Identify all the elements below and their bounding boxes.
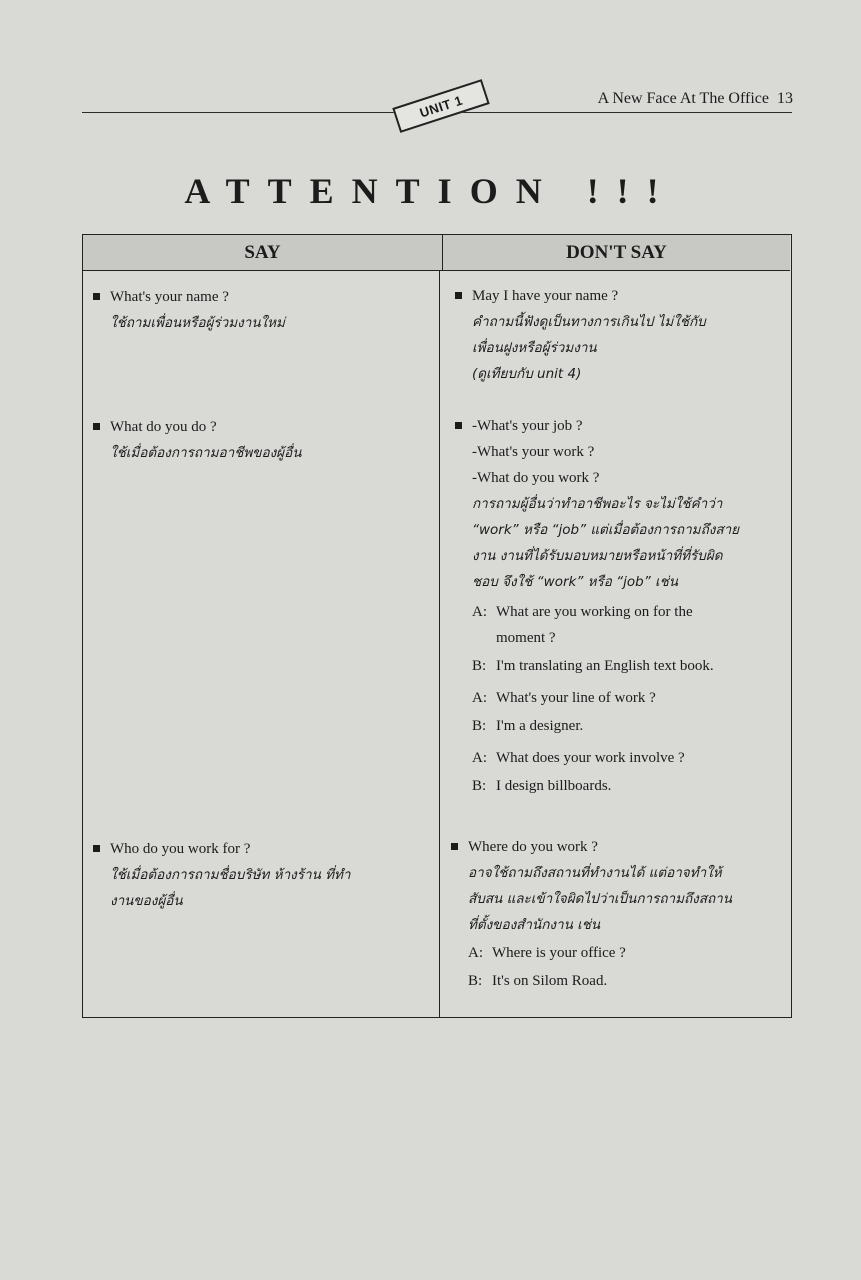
bullet-icon — [93, 423, 100, 430]
say-question: Who do you work for ? — [93, 836, 433, 862]
dont-say-question: May I have your name ? — [455, 283, 785, 309]
dont-say-note-line: ที่ตั้งของสำนักงาน เช่น — [468, 917, 601, 933]
dont-say-cell-3 — [451, 834, 781, 994]
attention-table — [82, 234, 792, 1018]
dialogue-line: A: Where is your office ? — [468, 945, 626, 961]
bullet-icon — [93, 293, 100, 300]
dont-say-note-line: เพื่อนฝูงหรือผู้ร่วมงาน — [472, 340, 597, 356]
dont-say-question: Where do you work ? — [451, 834, 781, 860]
bullet-icon — [451, 843, 458, 850]
dialogue-line: B: I'm translating an English text book. — [472, 658, 714, 674]
dont-say-cell-1 — [455, 283, 785, 387]
dont-say-cell-2 — [455, 413, 785, 799]
say-cell-2 — [93, 414, 433, 466]
dialogue-line: B: I'm a designer. — [472, 718, 584, 734]
dont-say-note-line: การถามผู้อื่นว่าทำอาชีพอะไร จะไม่ใช้คำว่า — [472, 496, 723, 512]
page-title: ATTENTION !!! — [184, 171, 677, 211]
dont-say-question: -What's your work ? — [472, 444, 595, 460]
dont-say-note-line: สับสน และเข้าใจผิดไปว่าเป็นการถามถึงสถาน — [468, 891, 732, 907]
dont-say-note-line: ชอบ จึงใช้ “work” หรือ “job” เช่น — [472, 574, 679, 590]
bullet-icon — [455, 422, 462, 429]
dont-say-question: -What's your job ? — [455, 413, 785, 439]
dialogue-line: A: What does your work involve ? — [472, 750, 685, 766]
say-note-line: งานของผู้อื่น — [110, 893, 183, 909]
column-divider — [439, 271, 440, 1017]
unit-badge: UNIT 1 — [392, 79, 489, 133]
say-note: ใช้เมื่อต้องการถามอาชีพของผู้อื่น — [110, 445, 302, 461]
dont-say-note-line: “work” หรือ “job” แต่เมื่อต้องการถามถึงสาย — [472, 522, 740, 538]
say-note-line: ใช้เมื่อต้องการถามชื่อบริษัท ห้างร้าน ที่ทำ — [110, 867, 351, 883]
running-title — [598, 90, 793, 108]
dont-say-question: -What do you work ? — [472, 470, 600, 486]
say-cell-3 — [93, 836, 433, 914]
bullet-icon — [93, 845, 100, 852]
page-number: 13 — [777, 90, 793, 107]
dialogue-line-cont: moment ? — [496, 630, 556, 646]
dialogue-line: B: I design billboards. — [472, 778, 612, 794]
column-header-say: SAY — [83, 235, 443, 271]
dialogue-line: A: What are you working on for the — [472, 604, 693, 620]
say-question: What do you do ? — [93, 414, 433, 440]
dont-say-note-line: งาน งานที่ได้รับมอบหมายหรือหน้าที่ที่รับผิด — [472, 548, 723, 564]
column-header-dont-say: DON'T SAY — [443, 235, 790, 271]
dont-say-note-line: อาจใช้ถามถึงสถานที่ทำงานได้ แต่อาจทำให้ — [468, 865, 722, 881]
dialogue-line: B: It's on Silom Road. — [468, 973, 608, 989]
dialogue-line: A: What's your line of work ? — [472, 690, 656, 706]
say-cell-1 — [93, 284, 433, 336]
say-note: ใช้ถามเพื่อนหรือผู้ร่วมงานใหม่ — [110, 315, 285, 331]
dont-say-note-line: (ดูเทียบกับ unit 4) — [472, 366, 582, 382]
say-question: What's your name ? — [93, 284, 433, 310]
bullet-icon — [455, 292, 462, 299]
dont-say-note-line: คำถามนี้ฟังดูเป็นทางการเกินไป ไม่ใช้กับ — [472, 314, 706, 330]
running-title-text: A New Face At The Office — [597, 90, 769, 107]
